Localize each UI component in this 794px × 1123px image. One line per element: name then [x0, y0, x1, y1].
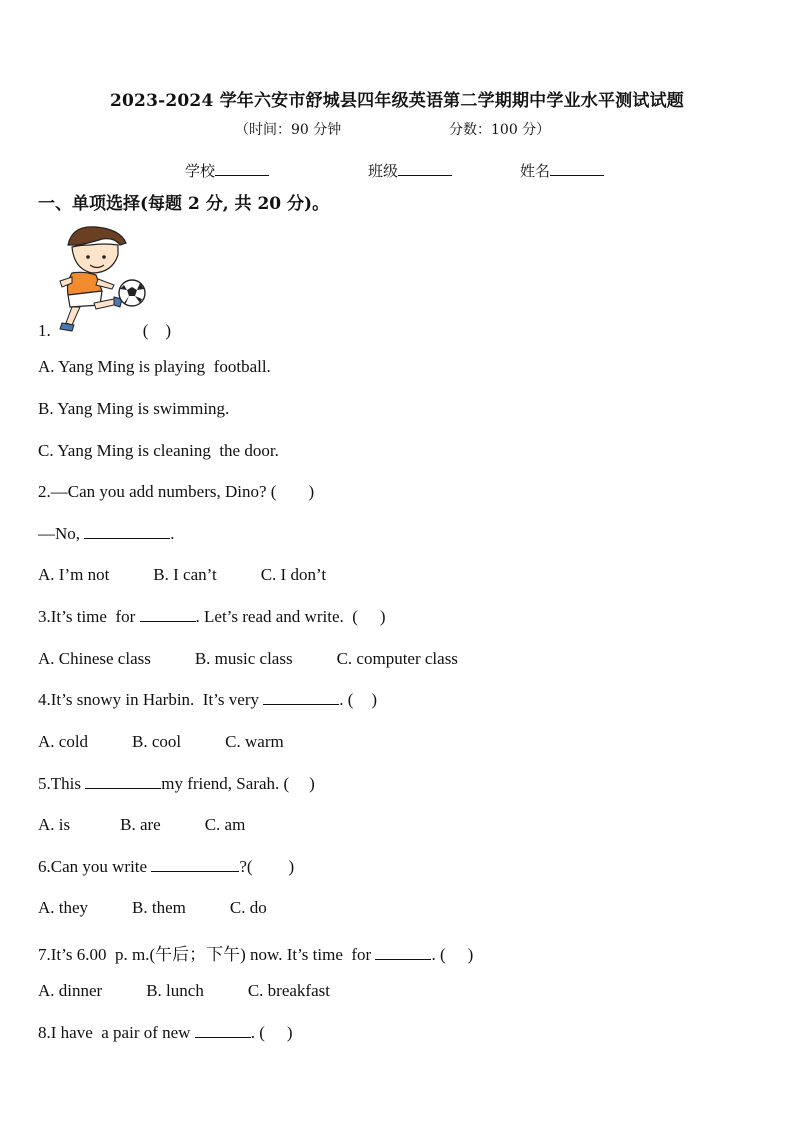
q5-option-c: C. am: [204, 815, 246, 834]
q1-answer-bracket: ( ): [142, 321, 172, 340]
q3-blank: [140, 607, 196, 622]
question-5: [38, 774, 315, 794]
q3-stem-start: 3.It’s time for: [38, 607, 136, 626]
q3-options: [38, 649, 458, 669]
q6-bracket-end: ): [288, 857, 295, 876]
q2-bracket-end: ): [308, 482, 315, 501]
q4-bracket-end: ): [371, 690, 378, 709]
q5-option-a: A. is: [38, 815, 71, 834]
school-field: [185, 160, 269, 181]
school-label: 学校: [185, 162, 216, 180]
q4-blank: [263, 690, 339, 705]
q6-option-a: A. they: [38, 898, 89, 917]
q4-option-a: A. cold: [38, 732, 89, 751]
q7-options: [38, 981, 330, 1001]
q1-number: 1.: [38, 321, 51, 340]
question-6: [38, 857, 294, 877]
q2-stem: 2.—Can you add numbers, Dino? (: [38, 482, 277, 501]
q5-bracket-end: ): [309, 774, 315, 793]
q4-stem-start: 4.It’s snowy in Harbin. It’s very: [38, 690, 259, 709]
q7-option-c: C. breakfast: [247, 981, 330, 1000]
q7-option-b: B. lunch: [146, 981, 204, 1000]
q1-option-a: A. Yang Ming is playing football.: [38, 357, 271, 376]
q3-bracket-end: ): [379, 607, 386, 626]
class-field: [368, 160, 452, 181]
q8-stem-end: . (: [250, 1023, 265, 1042]
q2-option-b: B. I can’t: [153, 565, 217, 584]
q6-options: [38, 898, 267, 918]
question-3: [38, 607, 386, 627]
q6-stem-start: 6.Can you write: [38, 857, 148, 876]
q7-bracket-end: ): [467, 945, 474, 964]
exam-time: （时间：90 分钟: [235, 122, 342, 138]
q4-option-b: B. cool: [132, 732, 182, 751]
q2-option-c: C. I don’t: [260, 565, 327, 584]
exam-score: 分数：100 分）: [449, 122, 551, 138]
q2-answer-suffix: .: [170, 524, 175, 543]
q5-stem-end: my friend, Sarah. (: [161, 774, 290, 793]
q5-options: [38, 815, 245, 835]
q8-blank: [195, 1023, 251, 1038]
q6-stem-end: ?(: [239, 857, 253, 876]
q7-blank: [375, 945, 431, 960]
school-blank: [215, 161, 269, 176]
q2-option-a: A. I’m not: [38, 565, 110, 584]
q2-options: [38, 565, 326, 585]
q3-option-a: A. Chinese class: [38, 649, 151, 668]
q5-blank: [85, 774, 161, 789]
name-blank: [550, 161, 604, 176]
question-4: [38, 690, 377, 710]
question-8: [38, 1023, 293, 1043]
name-field: [520, 160, 604, 181]
q2-answer-line: [38, 524, 175, 544]
q4-option-c: C. warm: [225, 732, 284, 751]
q8-stem-start: 8.I have a pair of new: [38, 1023, 191, 1042]
q2-blank: [84, 524, 170, 539]
q5-stem-start: 5.This: [38, 774, 81, 793]
q6-blank: [151, 857, 239, 872]
q4-options: [38, 732, 284, 752]
q7-stem-end: . (: [431, 945, 446, 964]
question-2: [38, 482, 314, 502]
boy-football-illustration: [54, 223, 150, 337]
class-label: 班级: [368, 162, 399, 180]
q1-option-b: B. Yang Ming is swimming.: [38, 399, 230, 418]
question-7: [38, 940, 473, 965]
q5-option-b: B. are: [120, 815, 161, 834]
name-label: 姓名: [520, 162, 551, 180]
q6-option-c: C. do: [229, 898, 267, 917]
q3-stem-end: . Let’s read and write. (: [195, 607, 358, 626]
q2-answer-prefix: —No,: [38, 524, 81, 543]
q8-bracket-end: ): [286, 1023, 293, 1042]
q1-option-c: C. Yang Ming is cleaning the door.: [38, 441, 279, 460]
q7-stem-start: 7.It’s 6.00 p. m.(午后；下午) now. It’s time for: [38, 945, 372, 964]
q4-stem-end: . (: [339, 690, 354, 709]
exam-title: 2023-2024 学年六安市舒城县四年级英语第二学期期中学业水平测试试题: [109, 91, 684, 111]
section-heading: 一、单项选择(每题 2 分, 共 20 分)。: [38, 194, 330, 214]
q3-option-b: B. music class: [194, 649, 293, 668]
question-1: [38, 321, 171, 341]
class-blank: [398, 161, 452, 176]
q6-option-b: B. them: [132, 898, 186, 917]
q7-option-a: A. dinner: [38, 981, 103, 1000]
q3-option-c: C. computer class: [336, 649, 458, 668]
